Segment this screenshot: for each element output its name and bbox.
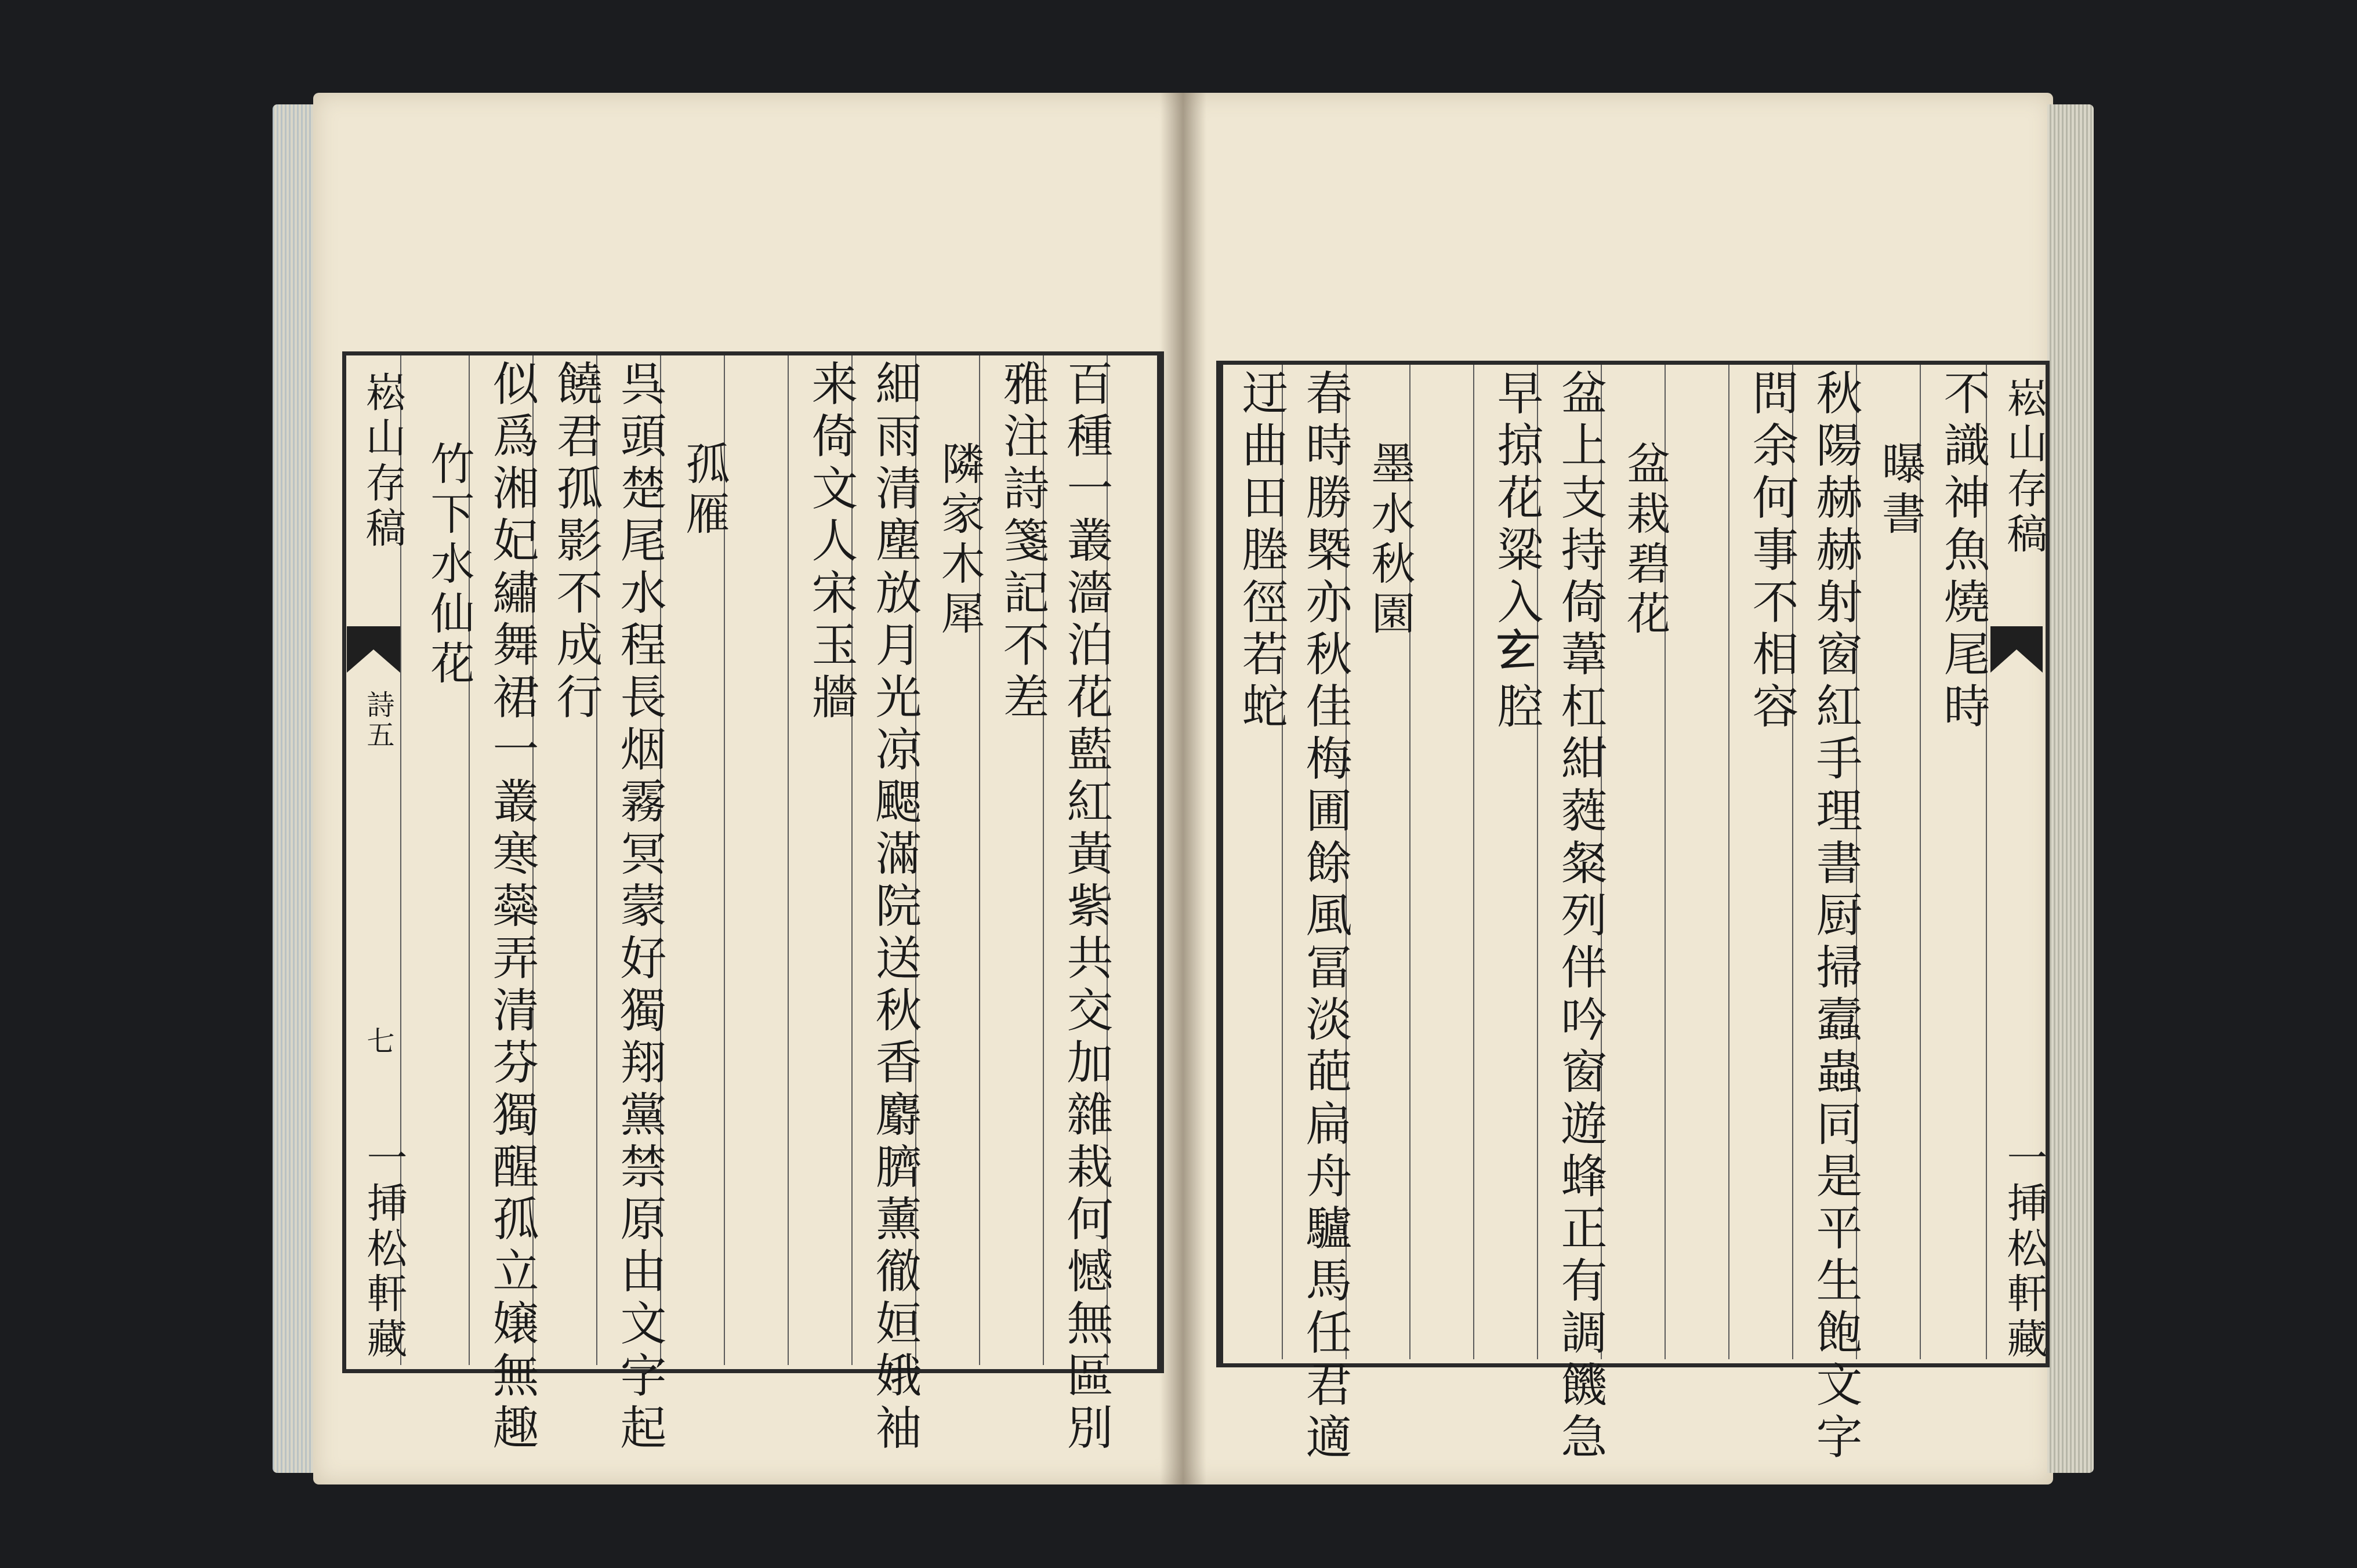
fishtail-ornament-right — [1990, 626, 2043, 673]
text-column-1: 百種一叢濇泊花藍紅黃紫共交加雜栽何憾無區別 — [1059, 360, 1113, 1456]
column-rule — [788, 355, 789, 1365]
text-column-r6: 春時勝槩亦秋佳梅圃餘風冨淡葩扁舟驢馬任君適 — [1298, 369, 1352, 1465]
text-column-3: 細雨清塵放月光凉颸滿院送秋香麝臍薰徹姮娥袖 — [868, 360, 922, 1456]
column-rule — [1728, 365, 1729, 1359]
left-banner-section: 詩五 — [362, 690, 394, 750]
text-column-6: 饒君孤影不成行 — [549, 360, 603, 725]
spine-gutter — [1160, 93, 1206, 1484]
text-column-r5: 早掠花粱入𤣥腔 — [1489, 369, 1543, 734]
poem-title-1: 隣家木犀 — [934, 441, 985, 640]
page-edges-left — [273, 104, 319, 1473]
text-column-r4: 盆上支持倚葦杠紺蕤粲列伴吟窗遊蜂正有調饑急 — [1553, 369, 1607, 1465]
text-column-r2: 秋陽赫赫射窗紅手理書厨掃蠧蟲同是平生飽文字 — [1808, 369, 1862, 1465]
poem-title-r2: 盆栽碧花 — [1619, 441, 1671, 640]
text-column-r3: 問余何事不相容 — [1745, 369, 1798, 734]
poem-title-r1: 曝書 — [1874, 441, 1926, 540]
text-column-r1: 不識神魚燒尾時 — [1936, 369, 1990, 734]
fishtail-ornament-left — [347, 626, 400, 673]
right-banner-publisher: 一挿松軒藏 — [2000, 1137, 2048, 1363]
left-banner-publisher: 一挿松軒藏 — [360, 1137, 408, 1363]
text-column-r7: 迂曲田塍徑若蛇 — [1234, 369, 1288, 734]
poem-title-r3: 墨水秋園 — [1364, 441, 1416, 640]
left-banner-page-number: 七 — [362, 1026, 394, 1057]
right-banner-book-title: 崧山存稿 — [2000, 377, 2048, 558]
left-banner-book-title: 崧山存稿 — [359, 371, 407, 552]
poem-title-3: 竹下水仙花 — [423, 441, 475, 690]
text-column-5: 呉頭楚尾水程長烟霧冥蒙好獨翔黨禁原由文字起 — [612, 360, 666, 1456]
text-column-4: 来倚文人宋玉牆 — [804, 360, 858, 725]
page-edges-right — [2047, 104, 2094, 1473]
text-column-2: 雅注詩箋記不差 — [995, 360, 1049, 725]
poem-title-2: 孤雁 — [679, 441, 730, 540]
column-rule — [1473, 365, 1474, 1359]
text-column-7: 似爲湘妃繡舞裙一叢寒蘂弄清芬獨醒孤立嬢無趣 — [485, 360, 539, 1456]
